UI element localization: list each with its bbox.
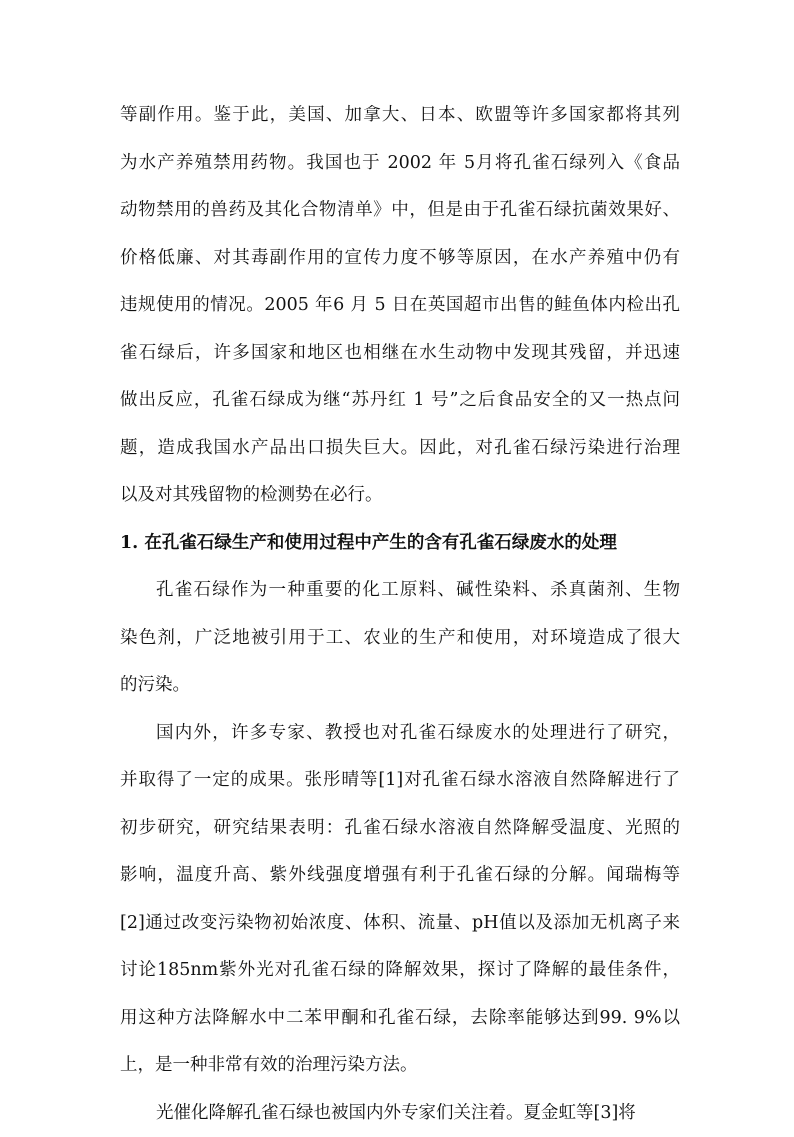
text-line: 初步研究，研究结果表明：孔雀石绿水溶液自然降解受温度、光照的 bbox=[120, 805, 680, 853]
text-line: 孔雀石绿作为一种重要的化工原料、碱性染料、杀真菌剂、生物 bbox=[120, 567, 680, 615]
section-heading: 1. 在孔雀石绿生产和使用过程中产生的含有孔雀石绿废水的处理 bbox=[120, 520, 680, 568]
text-line: 等副作用。鉴于此，美国、加拿大、日本、欧盟等许多国家都将其列 bbox=[120, 92, 680, 140]
text-line: 国内外，许多专家、教授也对孔雀石绿废水的处理进行了研究， bbox=[120, 710, 680, 758]
text-line: 题，造成我国水产品出口损失巨大。因此，对孔雀石绿污染进行治理 bbox=[120, 425, 680, 473]
text-line: 动物禁用的兽药及其化合物清单》中，但是由于孔雀石绿抗菌效果好、 bbox=[120, 187, 680, 235]
text-line: 以及对其残留物的检测势在必行。 bbox=[120, 472, 680, 520]
text-line: 违规使用的情况。2005 年6 月 5 日在英国超市出售的鲑鱼体内检出孔 bbox=[120, 282, 680, 330]
text-line: 做出反应，孔雀石绿成为继“苏丹红 1 号”之后食品安全的又一热点问 bbox=[120, 377, 680, 425]
text-line: 并取得了一定的成果。张彤晴等[1]对孔雀石绿水溶液自然降解进行了 bbox=[120, 757, 680, 805]
text-line: 上，是一种非常有效的治理污染方法。 bbox=[120, 1042, 680, 1090]
text-line: 的污染。 bbox=[120, 662, 680, 710]
text-line: [2]通过改变污染物初始浓度、体积、流量、pH值以及添加无机离子来 bbox=[120, 900, 680, 948]
text-line: 影响，温度升高、紫外线强度增强有利于孔雀石绿的分解。闻瑞梅等 bbox=[120, 852, 680, 900]
text-line: 光催化降解孔雀石绿也被国内外专家们关注着。夏金虹等[3]将 bbox=[120, 1090, 680, 1137]
text-line: 染色剂，广泛地被引用于工、农业的生产和使用，对环境造成了很大 bbox=[120, 615, 680, 663]
text-line: 价格低廉、对其毒副作用的宣传力度不够等原因，在水产养殖中仍有 bbox=[120, 235, 680, 283]
text-line: 雀石绿后，许多国家和地区也相继在水生动物中发现其残留，并迅速 bbox=[120, 330, 680, 378]
text-line: 用这种方法降解水中二苯甲酮和孔雀石绿，去除率能够达到99. 9%以 bbox=[120, 995, 680, 1043]
text-line: 为水产养殖禁用药物。我国也于 2002 年 5月将孔雀石绿列入《食品 bbox=[120, 140, 680, 188]
body-text bbox=[120, 92, 680, 1137]
text-line: 讨论185nm紫外光对孔雀石绿的降解效果，探讨了降解的最佳条件， bbox=[120, 947, 680, 995]
